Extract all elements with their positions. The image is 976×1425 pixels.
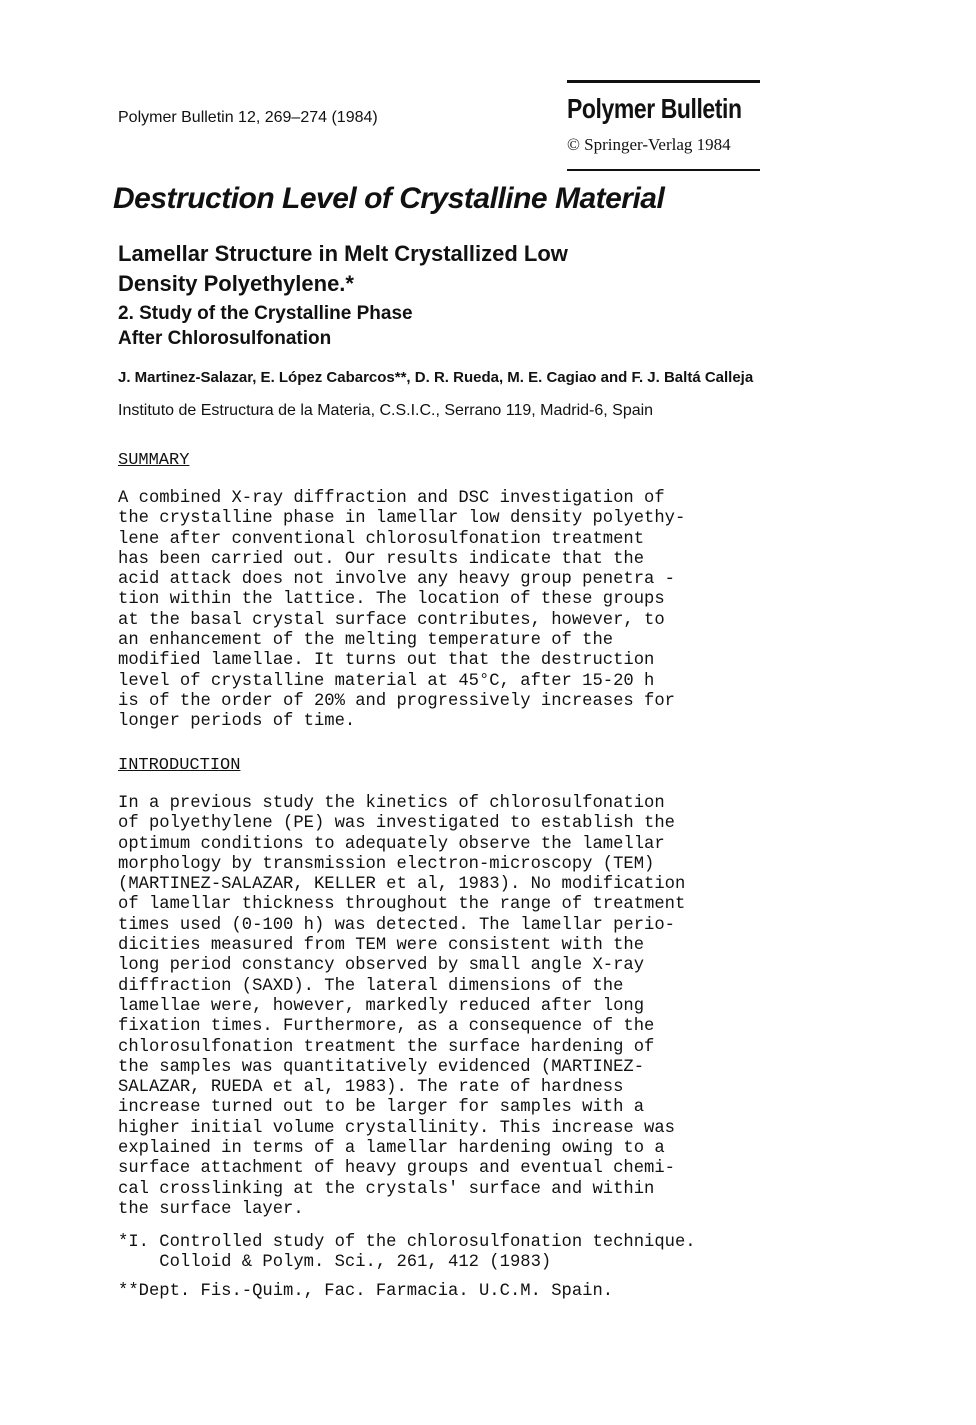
journal-brand-box — [567, 80, 760, 171]
copyright-notice: © Springer-Verlag 1984 — [567, 135, 731, 154]
author-list: J. Martinez-Salazar, E. López Cabarcos**, D. R. Rueda, M. E. Cagiao and F. J. Baltá Calleja — [118, 369, 754, 386]
footnote-second: **Dept. Fis.-Quim., Fac. Farmacia. U.C.M. Spain. — [118, 1282, 614, 1301]
paper-title: Destruction Level of Crystalline Material — [113, 182, 665, 215]
journal-name: Polymer Bulletin — [567, 93, 742, 124]
summary-heading: SUMMARY — [118, 451, 190, 470]
subtitle-line: After Chlorosulfonation — [118, 328, 332, 349]
introduction-paragraph: In a previous study the kinetics of chlorosulfonation of polyethylene (PE) was investigated to establish the optimum conditions to adequately observe the lamellar morphology by transmission electron-microscopy (TEM) (MARTINEZ-SALAZAR, KELLER et al, 1983). No modification of lamellar thickness throughout the range of treatment times used (0-100 h) was detected. The lamellar perio- dicities measured from TEM were consistent with the long period constancy observed by small angle X-ray diffraction (SAXD). The lateral dimensions of the lamellae were, however, markedly reduced after long fixation times. Furthermore, as a consequence of the chlorosulfonation treatment the surface hardening of the samples was quantitatively evidenced (MARTINEZ- SALAZAR, RUEDA et al, 1983). The rate of hardness increase turned out to be larger for samples with a higher initial volume crystallinity. This increase was explained in terms of a lamellar hardening owing to a surface attachment of heavy groups and eventual chemi- cal crosslinking at the crystals' surface and within the surface layer. — [118, 794, 686, 1219]
summary-paragraph: A combined X-ray diffraction and DSC investigation of the crystalline phase in lamellar low density polyethy- lene after conventional chlorosulfonation treatment has been carried out. Our results indicate that the acid attack does not involve any heavy group penetra - tion within the lattice. The location of these groups at the basal crystal surface contributes, however, to an enhancement of the melting temperature of the modified lamellae. It turns out that the destruction level of crystalline material at 45°C, after 15-20 h is of the order of 20% and progressively increases for longer periods of time. — [118, 489, 686, 732]
subtitle-line: 2. Study of the Crystalline Phase — [118, 303, 413, 324]
affiliation: Instituto de Estructura de la Materia, C.S.I.C., Serrano 119, Madrid-6, Spain — [118, 402, 654, 419]
footnote-first: *I. Controlled study of the chlorosulfonation technique. Colloid & Polym. Sci., 261, 412 (1983) — [118, 1233, 696, 1273]
journal-citation: Polymer Bulletin 12, 269–274 (1984) — [118, 109, 378, 126]
subtitle-line: Density Polyethylene.* — [118, 271, 354, 296]
introduction-heading: INTRODUCTION — [118, 756, 241, 775]
subtitle-line: Lamellar Structure in Melt Crystallized Low — [118, 241, 568, 266]
